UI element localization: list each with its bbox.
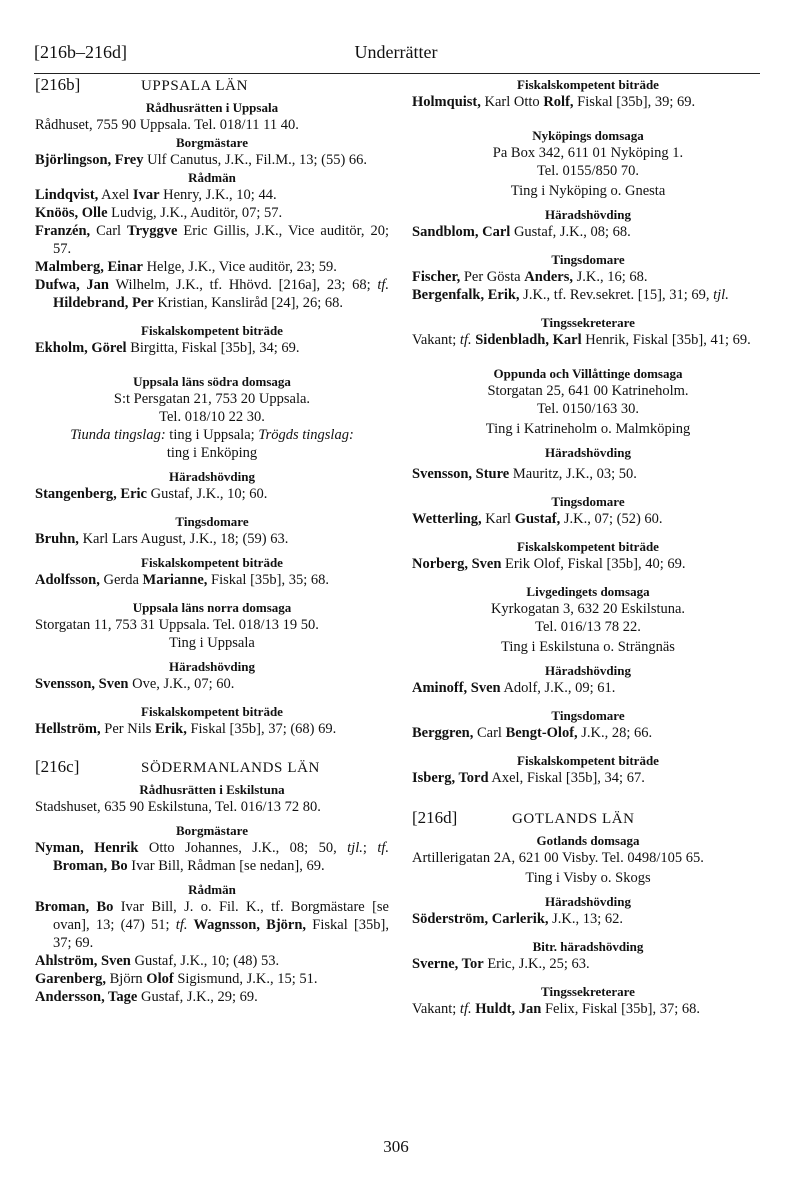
court-address: S:t Persgatan 21, 753 20 Uppsala.	[113, 391, 311, 407]
person-entry: Bruhn, Karl Lars August, J.K., 18; (59) 63.	[35, 531, 289, 547]
person-entry: Wetterling, Karl Gustaf, J.K., 07; (52) 60.	[412, 511, 663, 527]
court-heading: Nyköpings domsaga	[532, 128, 644, 143]
court-address: Storgatan 11, 753 31 Uppsala. Tel. 018/13 19 50.	[35, 617, 319, 633]
court-phone: Tel. 0150/163 30.	[536, 401, 640, 417]
ting-location: Ting i Eskilstuna o. Strängnäs	[501, 639, 675, 655]
role-heading: Fiskalskompetent biträde	[141, 704, 283, 719]
person-entry: Andersson, Tage Gustaf, J.K., 29; 69.	[35, 989, 258, 1005]
court-block-radhusratten-eskilstuna	[35, 781, 389, 1006]
person-entry: Sverne, Tor Eric, J.K., 25; 63.	[412, 956, 590, 972]
person-entry: Vakant; tf. Sidenbladh, Karl Henrik, Fiskal [35b], 41; 69.	[412, 332, 751, 348]
court-address: Storgatan 25, 641 00 Katrineholm.	[487, 383, 689, 399]
role-heading: Rådmän	[188, 170, 236, 185]
section-name: GOTLANDS LÄN	[512, 811, 635, 827]
person-entry: Svensson, Sture Mauritz, J.K., 03; 50.	[412, 466, 637, 482]
person-entry: Hellström, Per Nils Erik, Fiskal [35b], 37; (68) 69.	[35, 721, 337, 737]
role-heading: Häradshövding	[545, 663, 631, 678]
ting-location: Ting i Visby o. Skogs	[525, 870, 651, 886]
person-entry: Garenberg, Björn Olof Sigismund, J.K., 15; 51.	[35, 971, 318, 987]
person-entry: Malmberg, Einar Helge, J.K., Vice auditör, 23; 59.	[35, 259, 337, 275]
role-heading: Borgmästare	[176, 823, 248, 838]
role-heading: Borgmästare	[176, 135, 248, 150]
court-block-uppsala-norra	[35, 599, 389, 738]
section-code: [216d]	[412, 808, 458, 827]
person-entry: Isberg, Tord Axel, Fiskal [35b], 34; 67.	[412, 770, 645, 786]
court-heading: Livgedingets domsaga	[526, 584, 650, 599]
person-entry: Bergenfalk, Erik, J.K., tf. Rev.sekret. [15], 31; 69, tjl.	[412, 287, 729, 303]
court-heading: Oppunda och Villåttinge domsaga	[493, 366, 683, 381]
person-entry: Adolfsson, Gerda Marianne, Fiskal [35b], 35; 68.	[35, 572, 330, 588]
role-heading: Fiskalskompetent biträde	[141, 323, 283, 338]
court-heading: Uppsala läns norra domsaga	[132, 600, 292, 615]
person-entry: Aminoff, Sven Adolf, J.K., 09; 61.	[412, 680, 616, 696]
page-number: 306	[383, 1137, 409, 1156]
person-entry: Vakant; tf. Huldt, Jan Felix, Fiskal [35b], 37; 68.	[412, 1001, 701, 1017]
person-entry: Fischer, Per Gösta Anders, J.K., 16; 68.	[412, 269, 648, 285]
court-block-radhusratten-uppsala	[35, 99, 389, 357]
role-heading: Tingssekreterare	[541, 315, 635, 330]
person-entry: Lindqvist, Axel Ivar Henry, J.K., 10; 44.	[35, 187, 277, 203]
court-block-oppunda	[412, 365, 764, 573]
role-heading: Fiskalskompetent biträde	[517, 77, 659, 92]
role-heading: Fiskalskompetent biträde	[517, 539, 659, 554]
role-heading: Rådmän	[188, 882, 236, 897]
tingslag-line: Tiunda tingslag: ting i Uppsala; Trögds tingslag:	[70, 427, 354, 443]
person-entry: Knöös, Olle Ludvig, J.K., Auditör, 07; 57.	[35, 205, 283, 221]
running-head-section-range: [216b–216d]	[34, 42, 127, 62]
section-name: SÖDERMANLANDS LÄN	[141, 760, 320, 776]
ting-location: Ting i Katrineholm o. Malmköping	[485, 421, 691, 437]
ting-location: Ting i Uppsala	[169, 635, 255, 651]
left-column	[35, 76, 389, 1006]
court-heading: Rådhusrätten i Eskilstuna	[139, 782, 285, 797]
person-entry: Svensson, Sven Ove, J.K., 07; 60.	[35, 676, 235, 692]
tingslag-line: ting i Enköping	[166, 445, 258, 461]
court-heading: Uppsala läns södra domsaga	[133, 374, 291, 389]
court-address: Rådhuset, 755 90 Uppsala. Tel. 018/11 11 40.	[35, 117, 299, 133]
role-heading: Tingsdomare	[551, 252, 625, 267]
court-address: Pa Box 342, 611 01 Nyköping 1.	[492, 145, 684, 161]
role-heading: Häradshövding	[169, 469, 255, 484]
role-heading: Tingssekreterare	[541, 984, 635, 999]
court-block-gotland	[412, 832, 764, 1018]
role-heading: Fiskalskompetent biträde	[517, 753, 659, 768]
person-entry: Holmquist, Karl Otto Rolf, Fiskal [35b], 39; 69.	[412, 94, 696, 110]
role-heading: Häradshövding	[545, 207, 631, 222]
court-phone: Tel. 0155/850 70.	[536, 163, 640, 179]
section-name: UPPSALA LÄN	[141, 78, 249, 94]
right-column	[412, 76, 764, 1018]
role-heading: Häradshövding	[169, 659, 255, 674]
person-entry: Björlingson, Frey Ulf Canutus, J.K., Fil.M., 13; (55) 66.	[35, 152, 368, 168]
person-entry: Nyman, Henrik Otto Johannes, J.K., 08; 50, tjl.; tf. Broman, Bo Ivar Bill, Rådman [se nedan], 69.	[35, 840, 390, 874]
person-entry: Broman, Bo Ivar Bill, J. o. Fil. K., tf. Borgmästare [se ovan], 13; (47) 51; tf. Wagnsson, Björn, Fiskal [35b], 37; 69.	[35, 899, 390, 951]
role-heading: Häradshövding	[545, 445, 631, 460]
person-entry: Ekholm, Görel Birgitta, Fiskal [35b], 34; 69.	[35, 340, 300, 356]
court-phone: Tel. 016/13 78 22.	[535, 619, 641, 635]
section-code: [216c]	[35, 757, 80, 776]
person-entry: Sandblom, Carl Gustaf, J.K., 08; 68.	[412, 224, 631, 240]
role-heading: Fiskalskompetent biträde	[141, 555, 283, 570]
ting-location: Ting i Nyköping o. Gnesta	[510, 183, 666, 199]
court-heading: Gotlands domsaga	[536, 833, 640, 848]
running-head-title: Underrätter	[354, 42, 438, 62]
role-heading: Tingsdomare	[175, 514, 249, 529]
court-address: Artillerigatan 2A, 621 00 Visby. Tel. 0498/105 65.	[412, 850, 704, 866]
court-heading: Rådhusrätten i Uppsala	[145, 100, 279, 115]
person-entry: Stangenberg, Eric Gustaf, J.K., 10; 60.	[35, 486, 268, 502]
person-entry: Berggren, Carl Bengt-Olof, J.K., 28; 66.	[412, 725, 653, 741]
court-address: Stadshuset, 635 90 Eskilstuna, Tel. 016/13 72 80.	[35, 799, 321, 815]
court-block-nykoping	[412, 127, 764, 349]
person-entry: Dufwa, Jan Wilhelm, J.K., tf. Hhövd. [216a], 23; 68; tf. Hildebrand, Per Kristian, Kansliråd [24], 26; 68.	[35, 277, 389, 311]
court-phone: Tel. 018/10 22 30.	[159, 409, 265, 425]
role-heading: Tingsdomare	[551, 494, 625, 509]
person-entry: Söderström, Carlerik, J.K., 13; 62.	[412, 911, 624, 927]
section-216c-heading	[35, 758, 389, 777]
person-entry: Norberg, Sven Erik Olof, Fiskal [35b], 40; 69.	[412, 556, 686, 572]
role-heading: Häradshövding	[545, 894, 631, 909]
person-entry: Ahlström, Sven Gustaf, J.K., 10; (48) 53.	[35, 953, 280, 969]
court-block-uppsala-sodra	[35, 373, 389, 589]
section-216b-heading	[35, 76, 389, 95]
section-216d-heading	[412, 809, 764, 828]
court-block-livgedinget	[412, 583, 764, 787]
role-heading: Bitr. häradshövding	[532, 939, 644, 954]
section-code: [216b]	[35, 75, 81, 94]
person-entry: Franzén, Carl Tryggve Eric Gillis, J.K., Vice auditör, 20; 57.	[35, 223, 389, 257]
header-rule	[34, 73, 760, 74]
court-address: Kyrkogatan 3, 632 20 Eskilstuna.	[490, 601, 686, 617]
role-heading: Tingsdomare	[551, 708, 625, 723]
court-block-eskilstuna-fiskal	[412, 76, 764, 111]
